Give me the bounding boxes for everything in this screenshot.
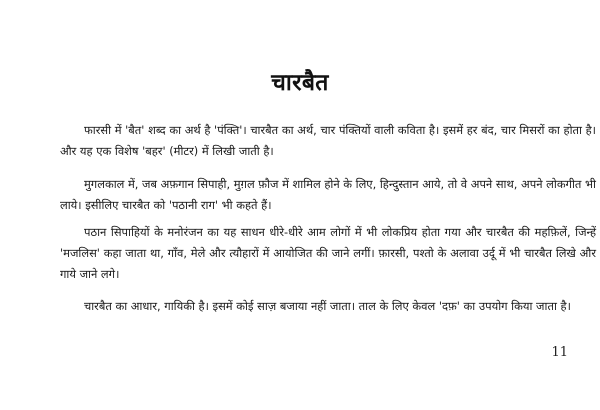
paragraph-2: मुगलकाल में, जब अफ़गान सिपाही, मुग़ल फ़ौज में शामिल होने के लिए, हिन्दुस्तान आये, तो वे अपने साथ, अपने लोकगीत भी लाये। इसीलिए चारबैत को 'पठानी राग' भी कहते हैं। [60, 177, 596, 212]
page-number: 11 [551, 345, 568, 360]
page-title: चारबैत [271, 70, 329, 97]
paragraph-4: चारबैत का आधार, गायिकी है। इसमें कोई साज़ बजाया नहीं जाता। ताल के लिए केवल 'दफ़' का उपयोग किया जाता है। [84, 299, 571, 313]
paragraph-1: फारसी में 'बैत' शब्द का अर्थ है 'पंक्ति'। चारबैत का अर्थ, चार पंक्तियों वाली कविता है। इसमें हर बंद, चार मिसरों का होता है। और यह एक विशेष 'बहर' (मीटर) में लिखी जाती है। [60, 123, 596, 158]
paragraph-3: पठान सिपाहियों के मनोरंजन का यह साधन धीरे-धीरे आम लोगों में भी लोकप्रिय होता गया और चारबैत की महफ़िलें, जिन्हें 'मजलिस' कहा जाता था, गाँव, मेले और त्यौहारों में आयोजित की जाने लगीं। फ़ारसी, पश्तो के अलावा उर्दू में भी चारबैत लिखे और गाये जाने लगे। [60, 225, 596, 281]
